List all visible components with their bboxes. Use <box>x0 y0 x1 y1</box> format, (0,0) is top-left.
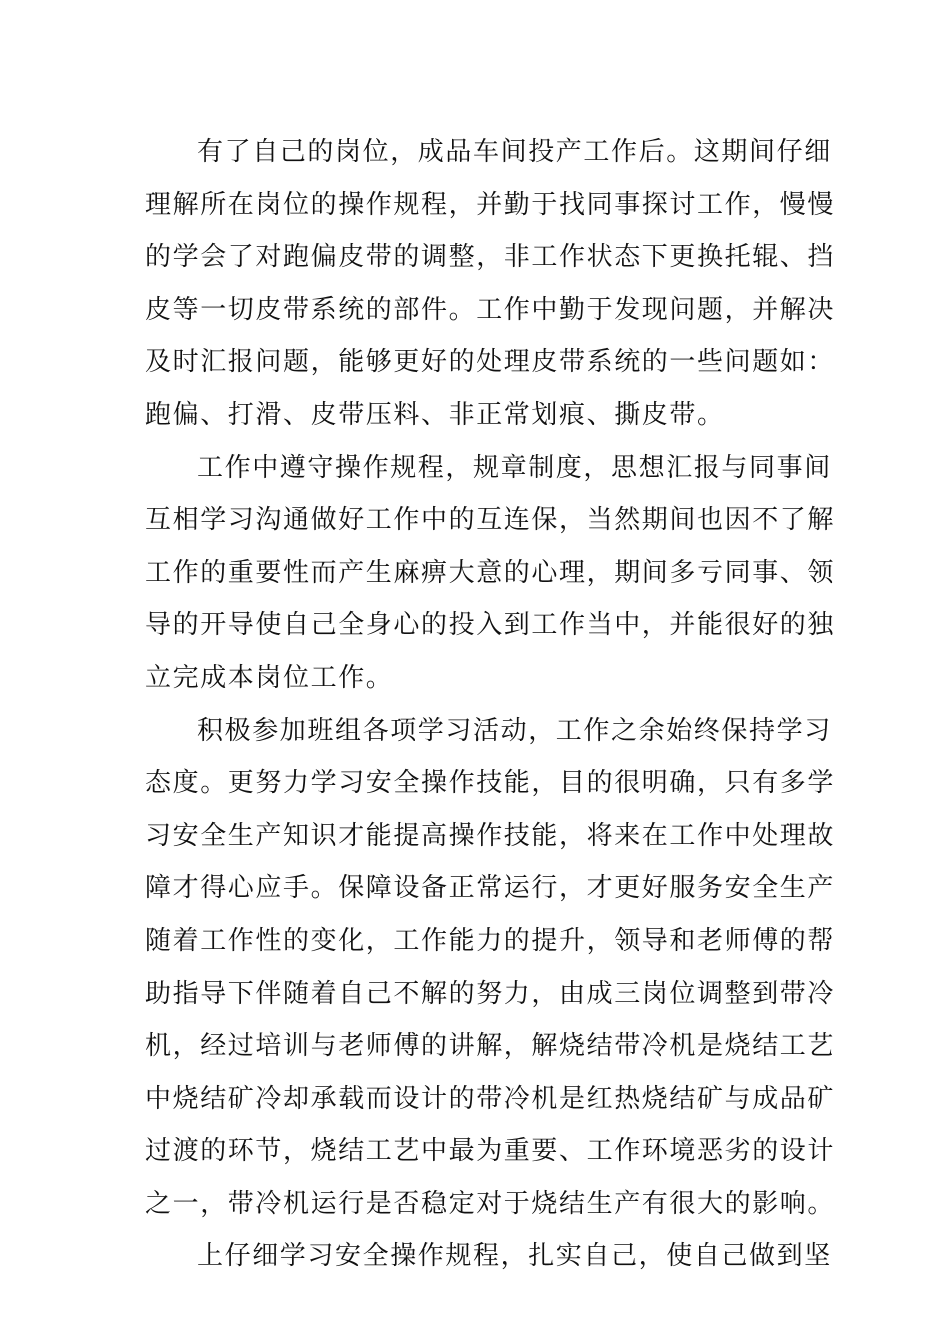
text-line: 过渡的环节，烧结工艺中最为重要、工作环境恶劣的设计 <box>145 1136 836 1167</box>
text-line: 工作中遵守操作规程，规章制度，思想汇报与同事间 <box>197 452 832 483</box>
text-line: 工作的重要性而产生麻痹大意的心理，期间多亏同事、领 <box>145 557 836 588</box>
body-text <box>145 126 836 1283</box>
text-line: 机，经过培训与老师傅的讲解，解烧结带冷机是烧结工艺 <box>145 1031 836 1062</box>
text-line: 互相学习沟通做好工作中的互连保，当然期间也因不了解 <box>145 505 836 536</box>
text-line: 及时汇报问题，能够更好的处理皮带系统的一些问题如： <box>145 347 836 378</box>
text-line: 有了自己的岗位，成品车间投产工作后。这期间仔细 <box>197 137 832 167</box>
text-line: 积极参加班组各项学习活动，工作之余始终保持学习 <box>197 715 832 746</box>
text-line: 之一，带冷机运行是否稳定对于烧结生产有很大的影响。 <box>145 1188 836 1219</box>
text-line: 上仔细学习安全操作规程，扎实自己，使自己做到坚 <box>197 1241 832 1272</box>
text-line: 随着工作性的变化，工作能力的提升，领导和老师傅的帮 <box>145 925 836 956</box>
text-line: 中烧结矿冷却承载而设计的带冷机是红热烧结矿与成品矿 <box>145 1083 836 1114</box>
text-line: 皮等一切皮带系统的部件。工作中勤于发现问题，并解决 <box>145 294 836 325</box>
text-line: 立完成本岗位工作。 <box>145 662 394 693</box>
text-line: 的学会了对跑偏皮带的调整，非工作状态下更换托辊、挡 <box>145 242 836 273</box>
text-line: 理解所在岗位的操作规程，并勤于找同事探讨工作，慢慢 <box>145 189 836 220</box>
text-line: 习安全生产知识才能提高操作技能，将来在工作中处理故 <box>145 820 836 851</box>
text-line: 助指导下伴随着自己不解的努力，由成三岗位调整到带冷 <box>145 978 836 1009</box>
text-line: 障才得心应手。保障设备正常运行，才更好服务安全生产 <box>145 873 836 904</box>
text-line: 导的开导使自己全身心的投入到工作当中，并能很好的独 <box>145 610 836 641</box>
text-line: 跑偏、打滑、皮带压料、非正常划痕、撕皮带。 <box>145 399 725 430</box>
text-line: 态度。更努力学习安全操作技能，目的很明确，只有多学 <box>145 768 836 799</box>
